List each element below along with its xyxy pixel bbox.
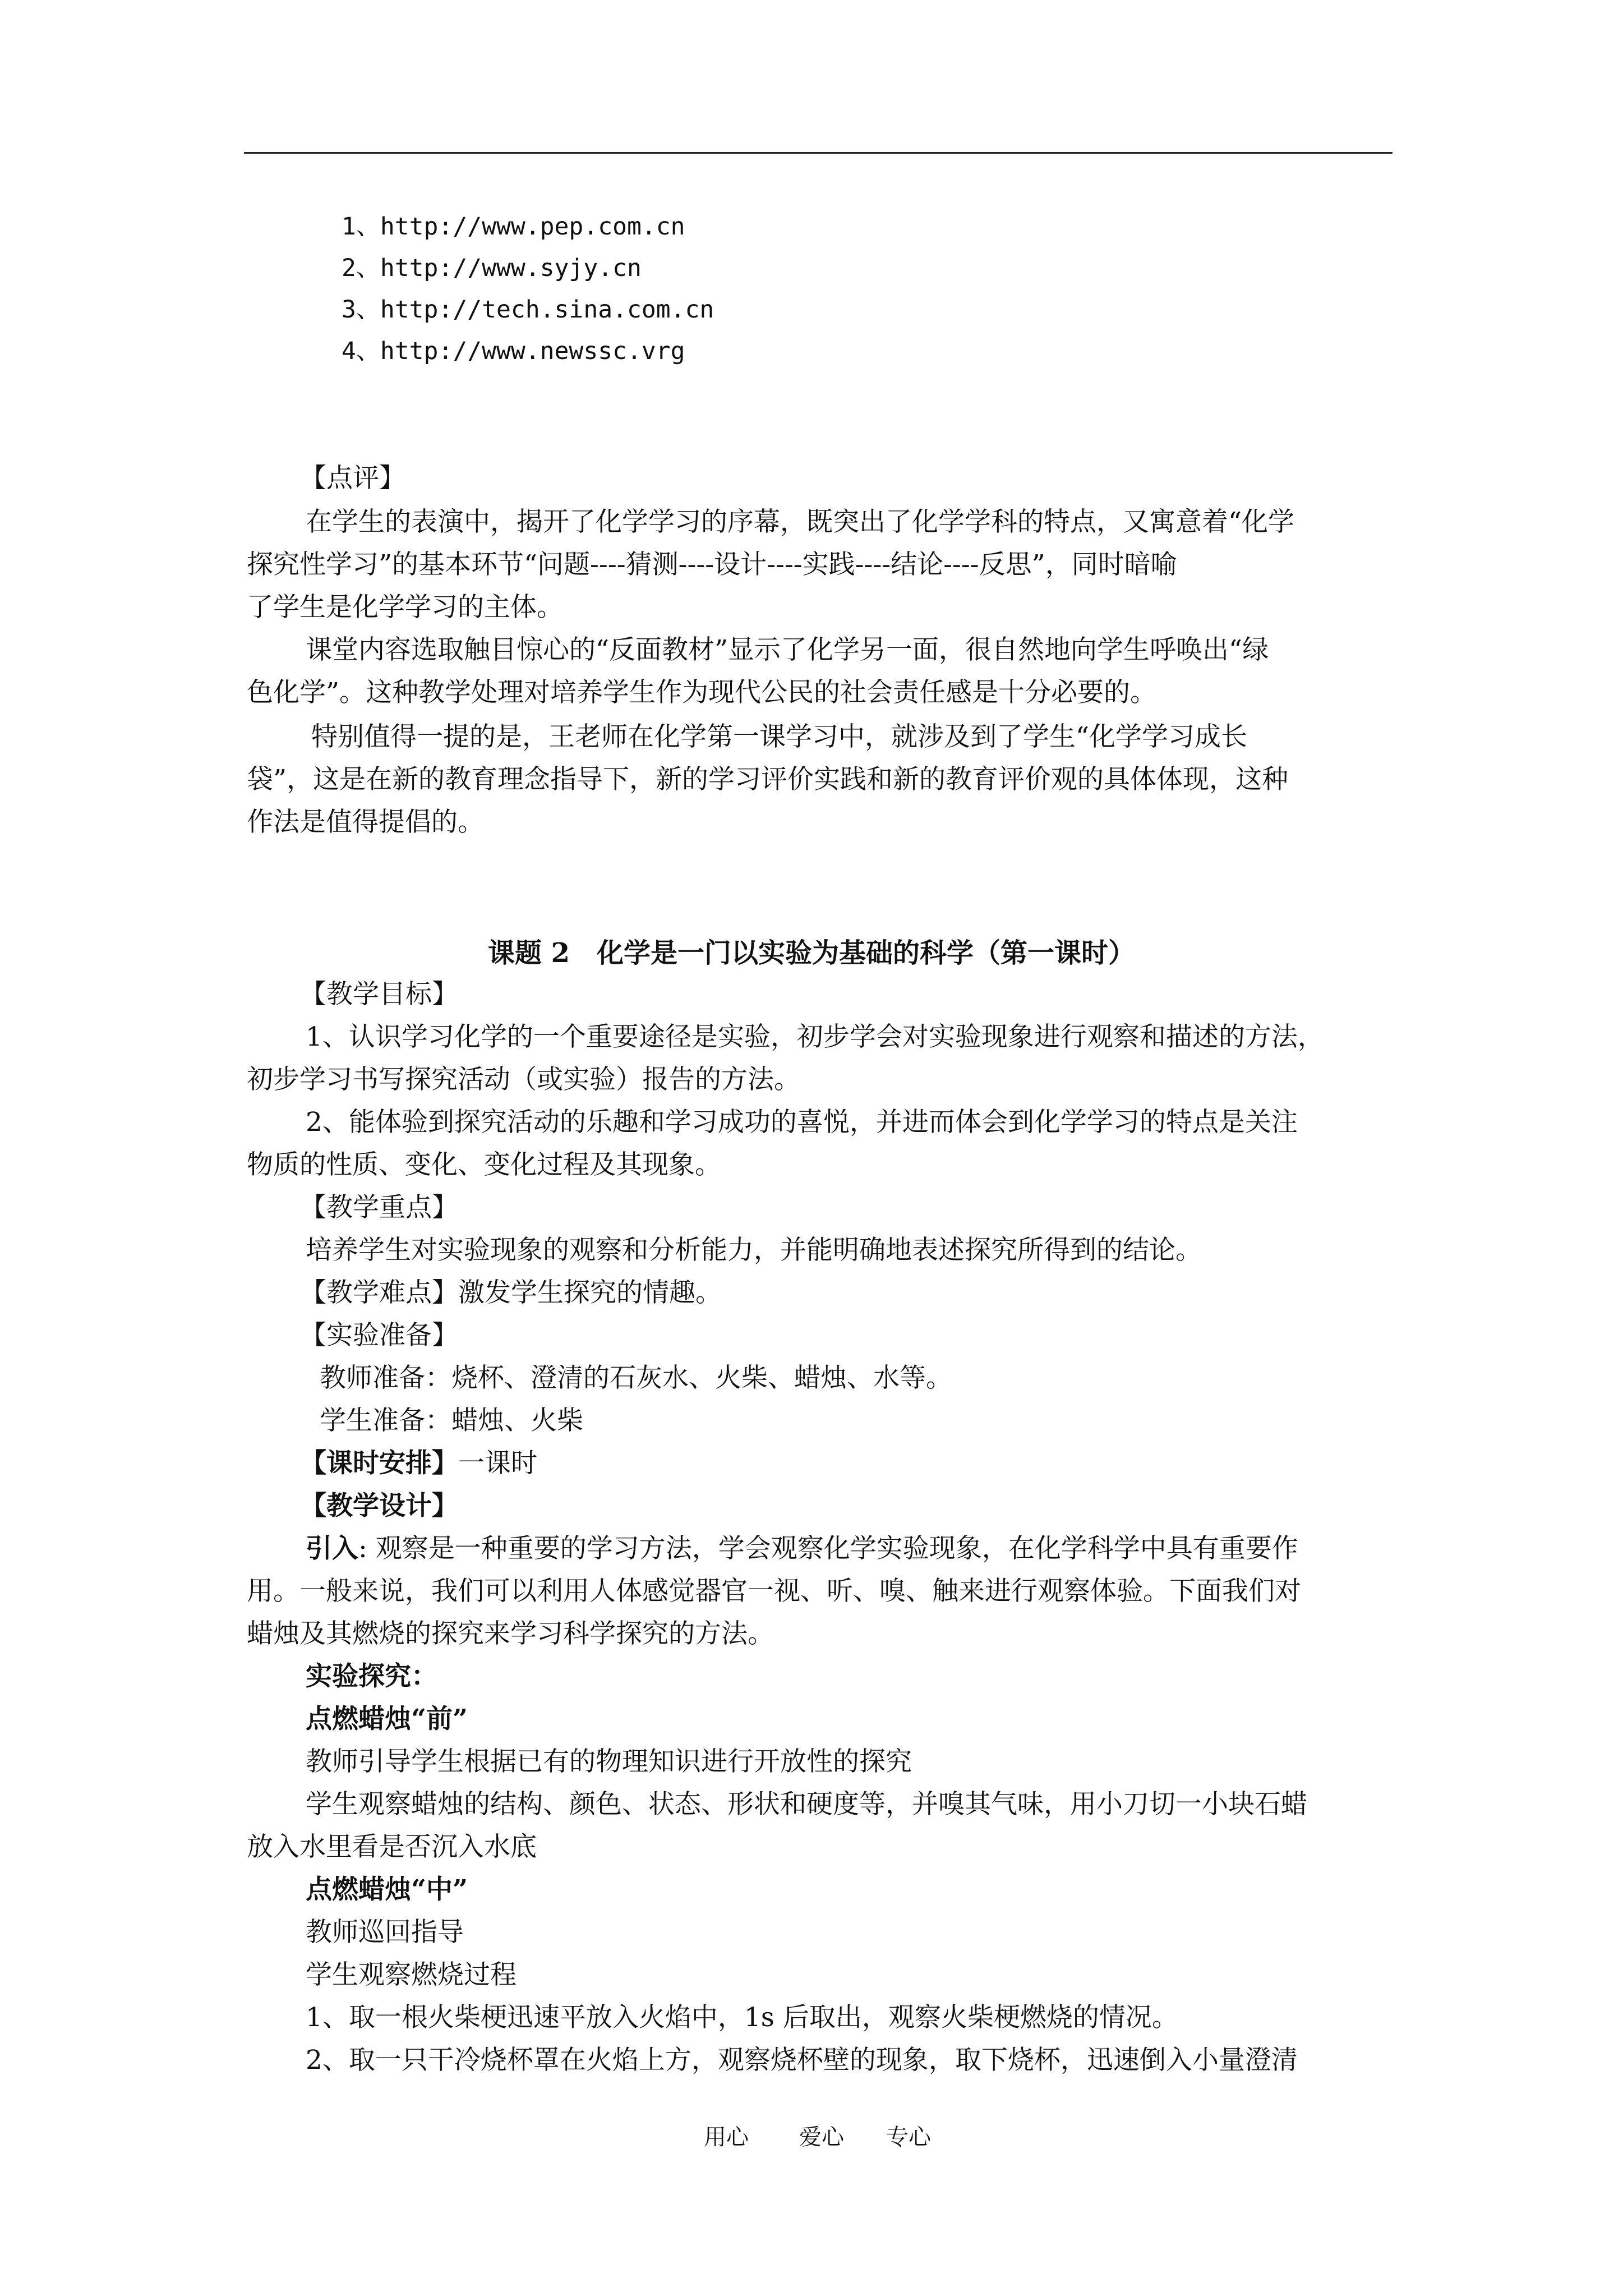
step-1: 1、取一根火柴梗迅速平放入火焰中，1s 后取出，观察火柴梗燃烧的情况。 (306, 2002, 1178, 2033)
review-p2-line1: 课堂内容选取触目惊心的“反面教材”显示了化学另一面，很自然地向学生呼唤出“绿 (306, 634, 1269, 665)
intro-line3: 蜡烛及其燃烧的探究来学习科学探究的方法。 (247, 1618, 774, 1649)
intro-label: 引入 (306, 1533, 358, 1564)
footer-text-2: 爱心 (799, 2124, 844, 2150)
prep-heading: 【实验准备】 (300, 1320, 458, 1351)
goals-heading: 【教学目标】 (300, 979, 458, 1010)
prep-student: 学生准备：蜡烛、火柴 (320, 1405, 583, 1436)
goal1-line2: 初步学习书写探究活动（或实验）报告的方法。 (247, 1064, 800, 1095)
schedule-line (300, 1442, 537, 1485)
reference-link-3[interactable]: 3、http://tech.sina.com.cn (342, 296, 714, 324)
goal2-line1: 2、能体验到探究活动的乐趣和学习成功的喜悦，并进而体会到化学学习的特点是关注 (306, 1107, 1298, 1138)
during-heading: 点燃蜡烛“中” (306, 1874, 468, 1905)
experiment-heading: 实验探究： (306, 1661, 437, 1692)
key-heading: 【教学重点】 (300, 1192, 458, 1223)
review-heading: 【点评】 (300, 463, 405, 494)
review-p3-line3: 作法是值得提倡的。 (247, 807, 484, 838)
difficulty-text: 【教学难点】激发学生探究的情趣。 (300, 1277, 722, 1308)
before-heading: 点燃蜡烛“前” (306, 1704, 468, 1734)
during-teacher: 教师巡回指导 (306, 1917, 464, 1948)
footer-text-3: 专心 (886, 2124, 931, 2150)
review-p1-line2: 探究性学习”的基本环节“问题----猜测----设计----实践----结论----反思”，同时暗喻 (247, 549, 1177, 580)
goal1-line1: 1、认识学习化学的一个重要途径是实验，初步学会对实验现象进行观察和描述的方法， (306, 1022, 1324, 1052)
before-student-line2: 放入水里看是否沉入水底 (247, 1832, 537, 1862)
schedule-label: 【课时安排】 (300, 1448, 458, 1479)
design-heading: 【教学设计】 (300, 1490, 458, 1521)
lesson-title: 课题 2 化学是一门以实验为基础的科学（第一课时） (487, 937, 1136, 969)
intro-line1 (306, 1527, 1298, 1570)
prep-teacher: 教师准备：烧杯、澄清的石灰水、火柴、蜡烛、水等。 (320, 1363, 952, 1393)
footer-text-1: 用心 (704, 2124, 749, 2150)
reference-link-1[interactable]: 1、http://www.pep.com.cn (342, 213, 685, 241)
review-p2-line2: 色化学”。这种教学处理对培养学生作为现代公民的社会责任感是十分必要的。 (247, 677, 1157, 708)
intro-line2: 用。一般来说，我们可以利用人体感觉器官一视、听、嗅、触来进行观察体验。下面我们对 (247, 1576, 1301, 1607)
intro-text: : 观察是一种重要的学习方法，学会观察化学实验现象，在化学科学中具有重要作 (358, 1533, 1298, 1564)
review-p3-line1: 特别值得一提的是，王老师在化学第一课学习中，就涉及到了学生“化学学习成长 (311, 721, 1248, 752)
key-text: 培养学生对实验现象的观察和分析能力，并能明确地表述探究所得到的结论。 (306, 1235, 1202, 1266)
header-rule (244, 152, 1393, 154)
review-p1-line3: 了学生是化学学习的主体。 (247, 592, 563, 623)
goal2-line2: 物质的性质、变化、变化过程及其现象。 (247, 1149, 721, 1180)
step-2: 2、取一只干冷烧杯罩在火焰上方，观察烧杯壁的现象，取下烧杯，迅速倒入小量澄清 (306, 2045, 1298, 2076)
before-teacher: 教师引导学生根据已有的物理知识进行开放性的探究 (306, 1746, 912, 1777)
review-p1-line1: 在学生的表演中，揭开了化学学习的序幕，既突出了化学学科的特点，又寓意着“化学 (306, 507, 1295, 537)
review-p3-line2: 袋”，这是在新的教育理念指导下，新的学习评价实践和新的教育评价观的具体体现，这种 (247, 764, 1289, 795)
during-student: 学生观察燃烧过程 (306, 1959, 517, 1990)
reference-link-2[interactable]: 2、http://www.syjy.cn (342, 254, 642, 282)
before-student-line1: 学生观察蜡烛的结构、颜色、状态、形状和硬度等，并嗅其气味，用小刀切一小块石蜡 (306, 1789, 1307, 1820)
schedule-value: 一课时 (458, 1448, 537, 1479)
reference-link-4[interactable]: 4、http://www.newssc.vrg (342, 337, 685, 365)
